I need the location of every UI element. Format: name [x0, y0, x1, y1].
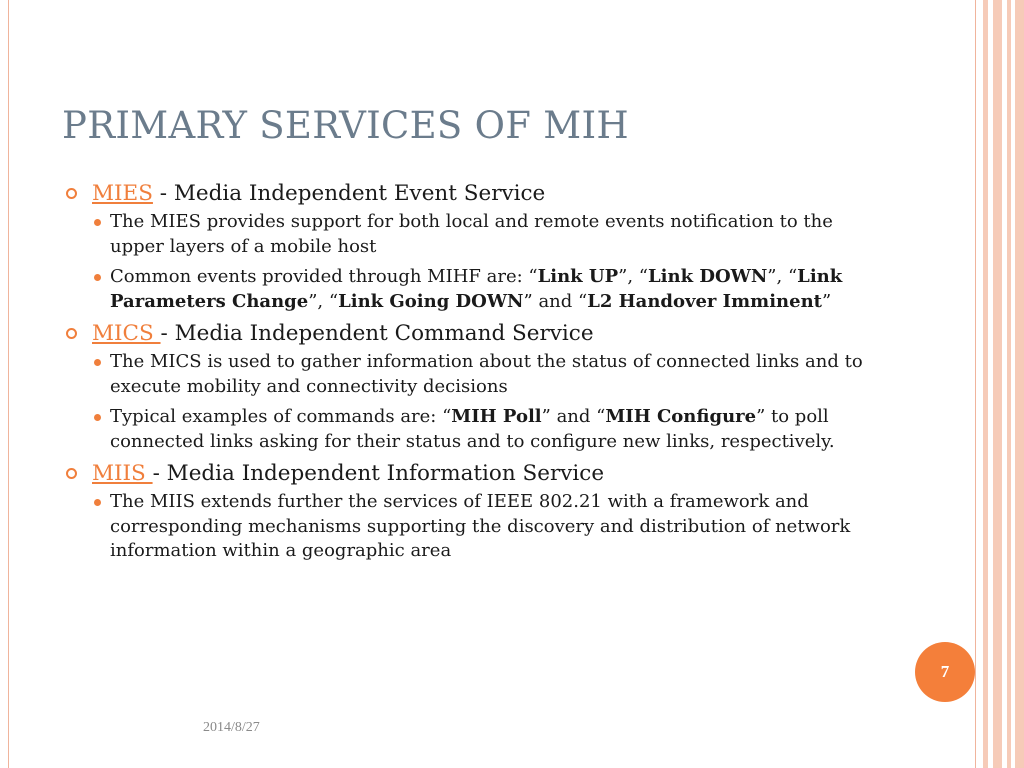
sub-bullet-list [92, 490, 866, 564]
sub-list-item [92, 405, 866, 454]
list-item-heading [92, 460, 866, 488]
service-link[interactable]: MIIS [92, 461, 153, 486]
service-description: - Media Independent Information Service [152, 461, 605, 486]
text-segment: The MIIS extends further the services of IEEE 802.21 with a framework and corresponding mechanisms supporting the discovery and distribution of network information within a geographic area [110, 491, 851, 561]
sub-list-item [92, 350, 866, 399]
text-segment: ”, “ [767, 266, 798, 287]
sub-list-item [92, 265, 866, 314]
circle-bullet-icon [66, 468, 77, 479]
list-item-heading [92, 320, 866, 348]
circle-bullet-icon [66, 188, 77, 199]
service-description: - Media Independent Command Service [160, 321, 594, 346]
text-segment: ” [821, 290, 832, 312]
circle-bullet-icon [66, 328, 77, 339]
decorative-stripe [1015, 0, 1024, 768]
bold-text: Link DOWN [648, 266, 768, 287]
dot-bullet-icon [94, 499, 101, 506]
bold-text: Link Going DOWN [338, 290, 524, 312]
text-segment: ” to poll connected links asking for their status and to configure new links, respectively. [110, 406, 835, 452]
service-link[interactable]: MICS [92, 321, 161, 346]
list-item [66, 320, 866, 454]
text-segment: The MICS is used to gather information about the status of connected links and to execute mobility and connectivity decisions [110, 351, 863, 397]
sub-list-item [92, 490, 866, 564]
bold-text: MIH Configure [605, 406, 757, 427]
text-segment: ”, “ [308, 290, 339, 312]
list-item [66, 180, 866, 314]
sub-bullet-list [92, 350, 866, 454]
decorative-stripe [1007, 0, 1011, 768]
sub-bullet-list [92, 210, 866, 314]
text-segment: ”, “ [618, 266, 649, 287]
bold-text: L2 Handover Imminent [587, 290, 822, 312]
list-item [66, 460, 866, 564]
text-segment: Common events provided through MIHF are: “ [110, 266, 538, 287]
dot-bullet-icon [94, 274, 101, 281]
text-segment: The MIES provides support for both local and remote events notification to the upper layers of a mobile host [110, 211, 833, 257]
text-segment: ” and “ [523, 290, 588, 312]
service-description: - Media Independent Event Service [152, 181, 546, 206]
bold-text: Link UP [537, 266, 619, 287]
sub-list-item [92, 210, 866, 259]
slide-title: PRIMARY SERVICES OF MIH [62, 104, 629, 147]
service-link[interactable]: MIES [92, 181, 153, 206]
bullet-list [66, 180, 866, 570]
dot-bullet-icon [94, 414, 101, 421]
decorative-stripe [993, 0, 1002, 768]
list-item-heading [92, 180, 866, 208]
bold-text: Link Parameters Change [110, 266, 843, 312]
text-segment: Typical examples of commands are: “ [110, 406, 452, 427]
text-segment: ” and “ [541, 406, 606, 427]
decorative-stripe [983, 0, 988, 768]
dot-bullet-icon [94, 219, 101, 226]
dot-bullet-icon [94, 359, 101, 366]
page-number-badge: 7 [915, 642, 975, 702]
bold-text: MIH Poll [451, 406, 542, 427]
footer-date: 2014/8/27 [203, 720, 260, 735]
